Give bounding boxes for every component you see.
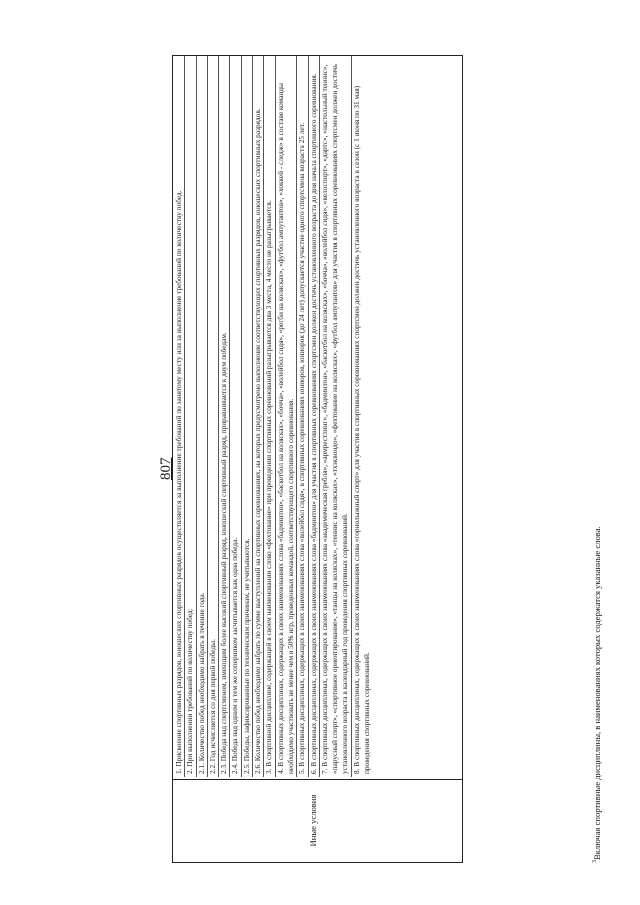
condition-row: 2.3. Победа над спортсменом, имеющим более высокий спортивный разряд, юношеский спортивный разряд, приравнивается к двум победам. — [219, 56, 230, 777]
condition-row: 2.2. Год исчисляется со дня первой победы. — [208, 56, 219, 777]
condition-row: 5. В спортивных дисциплинах, содержащих в своих наименованиях слова «волейбол сидя», в спортивных соревнованиях юниоров, юниорок (до 24 лет) допускается участие одного спортсмена возраста 25 лет. — [297, 56, 308, 777]
condition-row: 2.1. Количество побед необходимо набрать в течение года. — [197, 56, 208, 777]
page-number: 807 — [158, 457, 174, 480]
label-column — [173, 779, 462, 862]
condition-row: 2. При выполнении требований по количеству побед: — [185, 56, 196, 777]
other-conditions-label: Иные условия — [308, 794, 318, 847]
condition-row: 2.5. Победы, зафиксированные по техническим причинам, не учитываются. — [242, 56, 253, 777]
conditions-rows — [174, 56, 372, 777]
footnote-text: Включая спортивные дисциплины, в наименованиях которых содержатся указанные слова. — [592, 526, 602, 860]
condition-row: 8. В спортивных дисциплинах, содержащих в своих наименованиях слова «горнолыжный спорт» для участия в спортивных соревнованиях спортсмен должен достичь установленного возраста в сезон (с 1 июня по 31 мая) проведения спортивных соревнований. — [351, 85, 372, 774]
condition-row: 2.4. Победа над одним и тем же соперником засчитывается как одна победа. — [230, 56, 241, 777]
footnote — [592, 526, 602, 863]
conditions-table — [172, 55, 463, 863]
footnote-marker: 3 — [592, 860, 599, 863]
condition-row: 7. В спортивных дисциплинах, содержащих в своих наименованиях слова «академическая гребля», «армрестлинг», «бадминтон», «баскетбол на колясках», «бочча», «волейбол сидя», «велоспорт», «дартс», «настольный теннис», «парусный спорт», «спортивное ориентирование», «танцы на колясках», «теннис на колясках», «тхэквондо», «фехтование на колясках», «футбол ампутантов» для участия в спортивных соревнованиях спортсмен должен достичь установленного возраста в календарный год проведения спортивных соревнований. — [320, 56, 352, 777]
condition-row: 4. В спортивных дисциплинах, содержащих в своих наименованиях слова «бадминтон», «баскетбол на колясках», «бочча», «волейбол сидя», «регби на колясках», «футбол ампутантов», «хоккей - следж» в составе команды необходимо участвовать не менее чем в 50% игр, проведенных командой, соответствующего спортивного соревнования. — [276, 56, 298, 777]
condition-row: 3. В спортивной дисциплине, содержащей в своем наименовании слово «фехтование» при проведении спортивных соревнований разыгрывается два 3 места, 4 место не разыгрывается. — [264, 56, 275, 777]
condition-row: 2.6. Количество побед необходимо набрать по сумме выступлений на спортивных соревнованиях, на которых предусмотрено выполнение соответствующих спортивных разрядов, юношеских спортивных разрядов. — [253, 56, 264, 777]
condition-row: 1. Присвоение спортивных разрядов, юношеских спортивных разрядов осуществляется за выполнение требований по занятому месту или за выполнение требований по количеству побед. — [174, 56, 185, 777]
condition-row: 6. В спортивных дисциплинах, содержащих в своих наименованиях слова «бадминтон» для участия в спортивных соревнованиях спортсмен должен достичь установленного возраста до дня начала спортивного соревнования. — [309, 56, 320, 777]
